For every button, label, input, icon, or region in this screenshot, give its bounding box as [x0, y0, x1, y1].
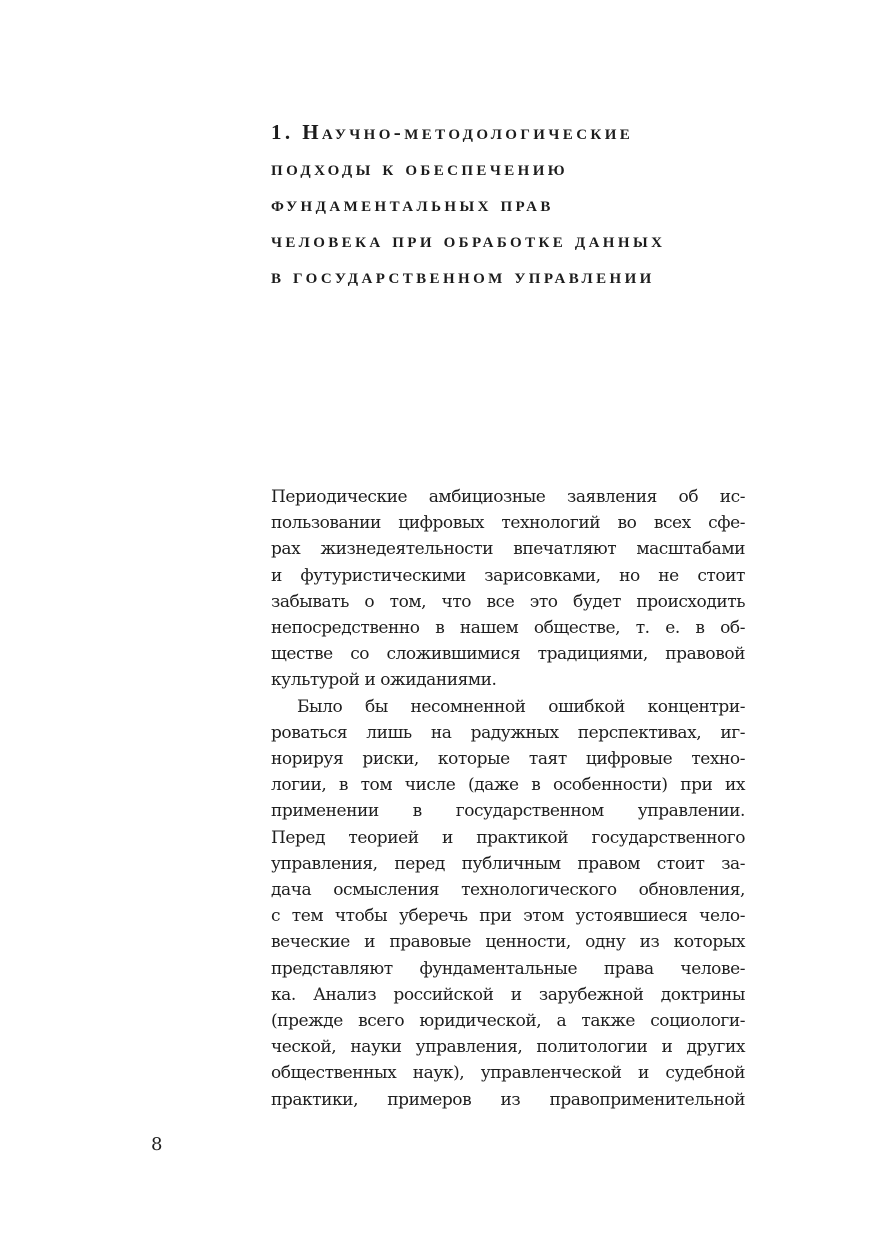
page-number: 8 [151, 1134, 163, 1155]
chapter-heading-line: в государственном управлении [271, 264, 655, 288]
text-line: ческой, науки управления, политологии и других [271, 1037, 745, 1058]
chapter-heading-line: фундаментальных прав [271, 192, 554, 216]
text-line: логии, в том числе (даже в особенности) при их [271, 775, 745, 796]
text-line: Было бы несомненной ошибкой концентри- [297, 696, 745, 717]
chapter-heading-line: подходы к обеспечению [271, 156, 569, 180]
text-line: применении в государственном управлении. [271, 801, 745, 822]
text-line: пользовании цифровых технологий во всех сфе- [271, 513, 745, 534]
text-line: общественных наук), управленческой и судебной [271, 1063, 745, 1084]
chapter-heading-line: человека при обработке данных [271, 228, 666, 252]
paragraph-2 [271, 694, 745, 1113]
text-line: с тем чтобы уберечь при этом устоявшиеся чело- [271, 906, 745, 927]
text-line: культурой и ожиданиями. [271, 670, 497, 691]
chapter-heading-line: 1. Научно-методологические [271, 120, 634, 144]
text-line: норируя риски, которые таят цифровые техно- [271, 749, 745, 770]
text-line: ществе со сложившимися традициями, правовой [271, 644, 745, 665]
text-line: роваться лишь на радужных перспективах, иг- [271, 722, 745, 743]
body-text [271, 484, 745, 1113]
text-line: веческие и правовые ценности, одну из которых [271, 932, 745, 953]
text-line: забывать о том, что все это будет происходить [271, 591, 745, 612]
chapter-heading [271, 114, 665, 294]
text-line: рах жизнедеятельности впечатляют масштабами [271, 539, 745, 560]
text-line: управления, перед публичным правом стоит за- [271, 853, 745, 874]
text-line: практики, примеров из правоприменительной [271, 1089, 745, 1110]
text-line: и футуристическими зарисовками, но не стоит [271, 565, 745, 586]
text-line: представляют фундаментальные права челове- [271, 958, 745, 979]
text-line: ка. Анализ российской и зарубежной доктрины [271, 984, 745, 1005]
text-line: непосредственно в нашем обществе, т. е. в об- [271, 618, 745, 639]
text-line: (прежде всего юридической, а также социологи- [271, 1011, 745, 1032]
text-line: Периодические амбициозные заявления об ис- [271, 487, 745, 507]
paragraph-1 [271, 484, 745, 694]
text-line: дача осмысления технологического обновления, [271, 880, 745, 901]
text-line: Перед теорией и практикой государственного [271, 827, 745, 848]
